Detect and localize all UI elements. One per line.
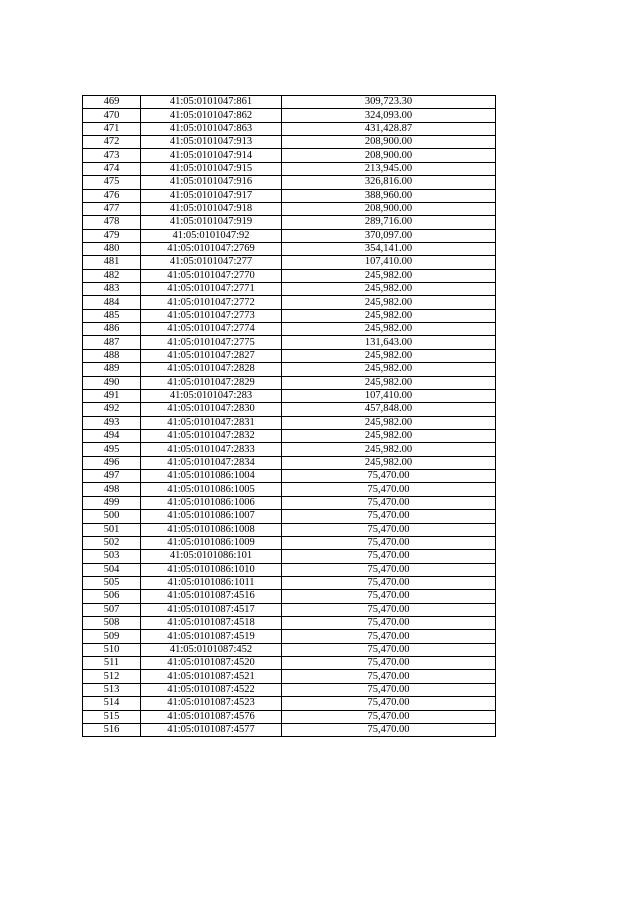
table-row [83, 550, 496, 563]
cadastral-value-cell: 245,982.00 [282, 349, 496, 362]
cadastral-number-cell: 41:05:0101047:2771 [141, 283, 282, 296]
row-number-cell: 479 [83, 229, 141, 242]
cadastral-number-cell: 41:05:0101047:2830 [141, 403, 282, 416]
cadastral-number-cell: 41:05:0101087:452 [141, 643, 282, 656]
table-row [83, 269, 496, 282]
table-row [83, 670, 496, 683]
row-number-cell: 500 [83, 510, 141, 523]
cadastral-value-cell: 245,982.00 [282, 416, 496, 429]
cadastral-number-cell: 41:05:0101047:92 [141, 229, 282, 242]
table-row [83, 336, 496, 349]
row-number-cell: 508 [83, 617, 141, 630]
row-number-cell: 498 [83, 483, 141, 496]
cadastral-number-cell: 41:05:0101047:916 [141, 176, 282, 189]
cadastral-number-cell: 41:05:0101086:1005 [141, 483, 282, 496]
row-number-cell: 477 [83, 202, 141, 215]
table-body [83, 96, 496, 737]
cadastral-value-cell: 75,470.00 [282, 657, 496, 670]
table-row [83, 176, 496, 189]
table-row [83, 563, 496, 576]
table-row [83, 189, 496, 202]
table-row [83, 710, 496, 723]
cadastral-number-cell: 41:05:0101047:2831 [141, 416, 282, 429]
table-row [83, 657, 496, 670]
table-row [83, 296, 496, 309]
cadastral-value-table [82, 95, 496, 737]
cadastral-number-cell: 41:05:0101087:4521 [141, 670, 282, 683]
cadastral-number-cell: 41:05:0101047:2834 [141, 456, 282, 469]
cadastral-number-cell: 41:05:0101087:4518 [141, 617, 282, 630]
table-row [83, 523, 496, 536]
cadastral-value-cell: 208,900.00 [282, 202, 496, 215]
table-row [83, 429, 496, 442]
cadastral-value-cell: 75,470.00 [282, 523, 496, 536]
table-row [83, 122, 496, 135]
cadastral-number-cell: 41:05:0101047:2827 [141, 349, 282, 362]
row-number-cell: 495 [83, 443, 141, 456]
table-row [83, 443, 496, 456]
row-number-cell: 492 [83, 403, 141, 416]
cadastral-value-cell: 245,982.00 [282, 283, 496, 296]
table-row [83, 630, 496, 643]
cadastral-number-cell: 41:05:0101087:4576 [141, 710, 282, 723]
cadastral-number-cell: 41:05:0101047:2770 [141, 269, 282, 282]
cadastral-value-cell: 457,848.00 [282, 403, 496, 416]
table-row [83, 229, 496, 242]
cadastral-value-cell: 107,410.00 [282, 389, 496, 402]
table-row [83, 590, 496, 603]
cadastral-number-cell: 41:05:0101047:918 [141, 202, 282, 215]
cadastral-value-cell: 75,470.00 [282, 576, 496, 589]
row-number-cell: 504 [83, 563, 141, 576]
table-row [83, 349, 496, 362]
row-number-cell: 488 [83, 349, 141, 362]
cadastral-value-cell: 245,982.00 [282, 456, 496, 469]
row-number-cell: 481 [83, 256, 141, 269]
row-number-cell: 469 [83, 96, 141, 109]
cadastral-value-cell: 75,470.00 [282, 510, 496, 523]
cadastral-number-cell: 41:05:0101086:1006 [141, 496, 282, 509]
cadastral-value-cell: 431,428.87 [282, 122, 496, 135]
cadastral-value-cell: 388,960.00 [282, 189, 496, 202]
cadastral-value-cell: 245,982.00 [282, 269, 496, 282]
cadastral-number-cell: 41:05:0101047:2833 [141, 443, 282, 456]
cadastral-value-cell: 75,470.00 [282, 683, 496, 696]
table-row [83, 483, 496, 496]
cadastral-number-cell: 41:05:0101047:2769 [141, 242, 282, 255]
cadastral-value-cell: 131,643.00 [282, 336, 496, 349]
cadastral-value-cell: 245,982.00 [282, 376, 496, 389]
table-row [83, 109, 496, 122]
table-row [83, 643, 496, 656]
cadastral-value-cell: 75,470.00 [282, 550, 496, 563]
row-number-cell: 487 [83, 336, 141, 349]
row-number-cell: 484 [83, 296, 141, 309]
cadastral-value-cell: 75,470.00 [282, 617, 496, 630]
table-row [83, 136, 496, 149]
cadastral-number-cell: 41:05:0101047:2774 [141, 323, 282, 336]
cadastral-number-cell: 41:05:0101047:2775 [141, 336, 282, 349]
cadastral-value-cell: 75,470.00 [282, 496, 496, 509]
row-number-cell: 480 [83, 242, 141, 255]
table-row [83, 283, 496, 296]
cadastral-number-cell: 41:05:0101047:914 [141, 149, 282, 162]
cadastral-value-cell: 107,410.00 [282, 256, 496, 269]
row-number-cell: 491 [83, 389, 141, 402]
cadastral-number-cell: 41:05:0101047:863 [141, 122, 282, 135]
cadastral-value-cell: 75,470.00 [282, 697, 496, 710]
row-number-cell: 485 [83, 309, 141, 322]
cadastral-number-cell: 41:05:0101047:277 [141, 256, 282, 269]
row-number-cell: 502 [83, 536, 141, 549]
cadastral-number-cell: 41:05:0101086:1010 [141, 563, 282, 576]
row-number-cell: 499 [83, 496, 141, 509]
row-number-cell: 496 [83, 456, 141, 469]
table-row [83, 416, 496, 429]
row-number-cell: 489 [83, 363, 141, 376]
table-row [83, 496, 496, 509]
row-number-cell: 503 [83, 550, 141, 563]
row-number-cell: 470 [83, 109, 141, 122]
table-row [83, 256, 496, 269]
row-number-cell: 478 [83, 216, 141, 229]
cadastral-value-cell: 75,470.00 [282, 563, 496, 576]
cadastral-number-cell: 41:05:0101087:4519 [141, 630, 282, 643]
row-number-cell: 473 [83, 149, 141, 162]
row-number-cell: 474 [83, 162, 141, 175]
table-row [83, 162, 496, 175]
cadastral-number-cell: 41:05:0101047:913 [141, 136, 282, 149]
table-row [83, 96, 496, 109]
cadastral-number-cell: 41:05:0101047:917 [141, 189, 282, 202]
row-number-cell: 501 [83, 523, 141, 536]
cadastral-number-cell: 41:05:0101086:1011 [141, 576, 282, 589]
cadastral-number-cell: 41:05:0101047:2772 [141, 296, 282, 309]
row-number-cell: 509 [83, 630, 141, 643]
cadastral-value-cell: 213,945.00 [282, 162, 496, 175]
cadastral-value-cell: 75,470.00 [282, 590, 496, 603]
cadastral-value-cell: 75,470.00 [282, 643, 496, 656]
table-row [83, 723, 496, 736]
cadastral-value-cell: 370,097.00 [282, 229, 496, 242]
table-row [83, 697, 496, 710]
cadastral-value-cell: 245,982.00 [282, 363, 496, 376]
cadastral-number-cell: 41:05:0101087:4577 [141, 723, 282, 736]
cadastral-value-cell: 245,982.00 [282, 296, 496, 309]
table-row [83, 376, 496, 389]
table-row [83, 536, 496, 549]
row-number-cell: 493 [83, 416, 141, 429]
cadastral-value-cell: 75,470.00 [282, 630, 496, 643]
table-row [83, 242, 496, 255]
row-number-cell: 515 [83, 710, 141, 723]
cadastral-value-cell: 245,982.00 [282, 429, 496, 442]
table-row [83, 683, 496, 696]
table-row [83, 403, 496, 416]
row-number-cell: 510 [83, 643, 141, 656]
cadastral-number-cell: 41:05:0101086:1009 [141, 536, 282, 549]
cadastral-number-cell: 41:05:0101047:2829 [141, 376, 282, 389]
row-number-cell: 497 [83, 470, 141, 483]
table-row [83, 202, 496, 215]
row-number-cell: 482 [83, 269, 141, 282]
cadastral-number-cell: 41:05:0101047:862 [141, 109, 282, 122]
table-row [83, 323, 496, 336]
cadastral-value-cell: 245,982.00 [282, 443, 496, 456]
cadastral-value-cell: 208,900.00 [282, 149, 496, 162]
row-number-cell: 471 [83, 122, 141, 135]
row-number-cell: 507 [83, 603, 141, 616]
table-row [83, 363, 496, 376]
row-number-cell: 512 [83, 670, 141, 683]
table-row [83, 510, 496, 523]
cadastral-value-cell: 309,723.30 [282, 96, 496, 109]
table-row [83, 149, 496, 162]
cadastral-value-cell: 326,816.00 [282, 176, 496, 189]
table-row [83, 309, 496, 322]
cadastral-value-cell: 245,982.00 [282, 323, 496, 336]
cadastral-number-cell: 41:05:0101086:1004 [141, 470, 282, 483]
table-row [83, 456, 496, 469]
cadastral-value-cell: 75,470.00 [282, 710, 496, 723]
cadastral-value-cell: 75,470.00 [282, 483, 496, 496]
row-number-cell: 490 [83, 376, 141, 389]
cadastral-number-cell: 41:05:0101087:4522 [141, 683, 282, 696]
cadastral-number-cell: 41:05:0101087:4523 [141, 697, 282, 710]
cadastral-number-cell: 41:05:0101047:915 [141, 162, 282, 175]
cadastral-value-cell: 245,982.00 [282, 309, 496, 322]
row-number-cell: 475 [83, 176, 141, 189]
cadastral-value-cell: 75,470.00 [282, 603, 496, 616]
row-number-cell: 513 [83, 683, 141, 696]
row-number-cell: 483 [83, 283, 141, 296]
cadastral-number-cell: 41:05:0101087:4517 [141, 603, 282, 616]
row-number-cell: 511 [83, 657, 141, 670]
cadastral-number-cell: 41:05:0101047:283 [141, 389, 282, 402]
cadastral-value-cell: 289,716.00 [282, 216, 496, 229]
row-number-cell: 472 [83, 136, 141, 149]
cadastral-value-cell: 75,470.00 [282, 470, 496, 483]
cadastral-value-cell: 208,900.00 [282, 136, 496, 149]
cadastral-number-cell: 41:05:0101047:919 [141, 216, 282, 229]
row-number-cell: 516 [83, 723, 141, 736]
row-number-cell: 476 [83, 189, 141, 202]
cadastral-value-cell: 354,141.00 [282, 242, 496, 255]
cadastral-number-cell: 41:05:0101047:861 [141, 96, 282, 109]
cadastral-number-cell: 41:05:0101087:4520 [141, 657, 282, 670]
cadastral-number-cell: 41:05:0101047:2828 [141, 363, 282, 376]
cadastral-value-cell: 75,470.00 [282, 670, 496, 683]
row-number-cell: 494 [83, 429, 141, 442]
table-row [83, 470, 496, 483]
table-row [83, 617, 496, 630]
table-row [83, 216, 496, 229]
cadastral-number-cell: 41:05:0101047:2773 [141, 309, 282, 322]
row-number-cell: 486 [83, 323, 141, 336]
table-row [83, 389, 496, 402]
row-number-cell: 506 [83, 590, 141, 603]
cadastral-value-cell: 324,093.00 [282, 109, 496, 122]
table-row [83, 576, 496, 589]
row-number-cell: 505 [83, 576, 141, 589]
row-number-cell: 514 [83, 697, 141, 710]
cadastral-number-cell: 41:05:0101047:2832 [141, 429, 282, 442]
cadastral-number-cell: 41:05:0101087:4516 [141, 590, 282, 603]
cadastral-number-cell: 41:05:0101086:1008 [141, 523, 282, 536]
table-row [83, 603, 496, 616]
cadastral-value-cell: 75,470.00 [282, 723, 496, 736]
cadastral-value-cell: 75,470.00 [282, 536, 496, 549]
cadastral-number-cell: 41:05:0101086:1007 [141, 510, 282, 523]
cadastral-number-cell: 41:05:0101086:101 [141, 550, 282, 563]
